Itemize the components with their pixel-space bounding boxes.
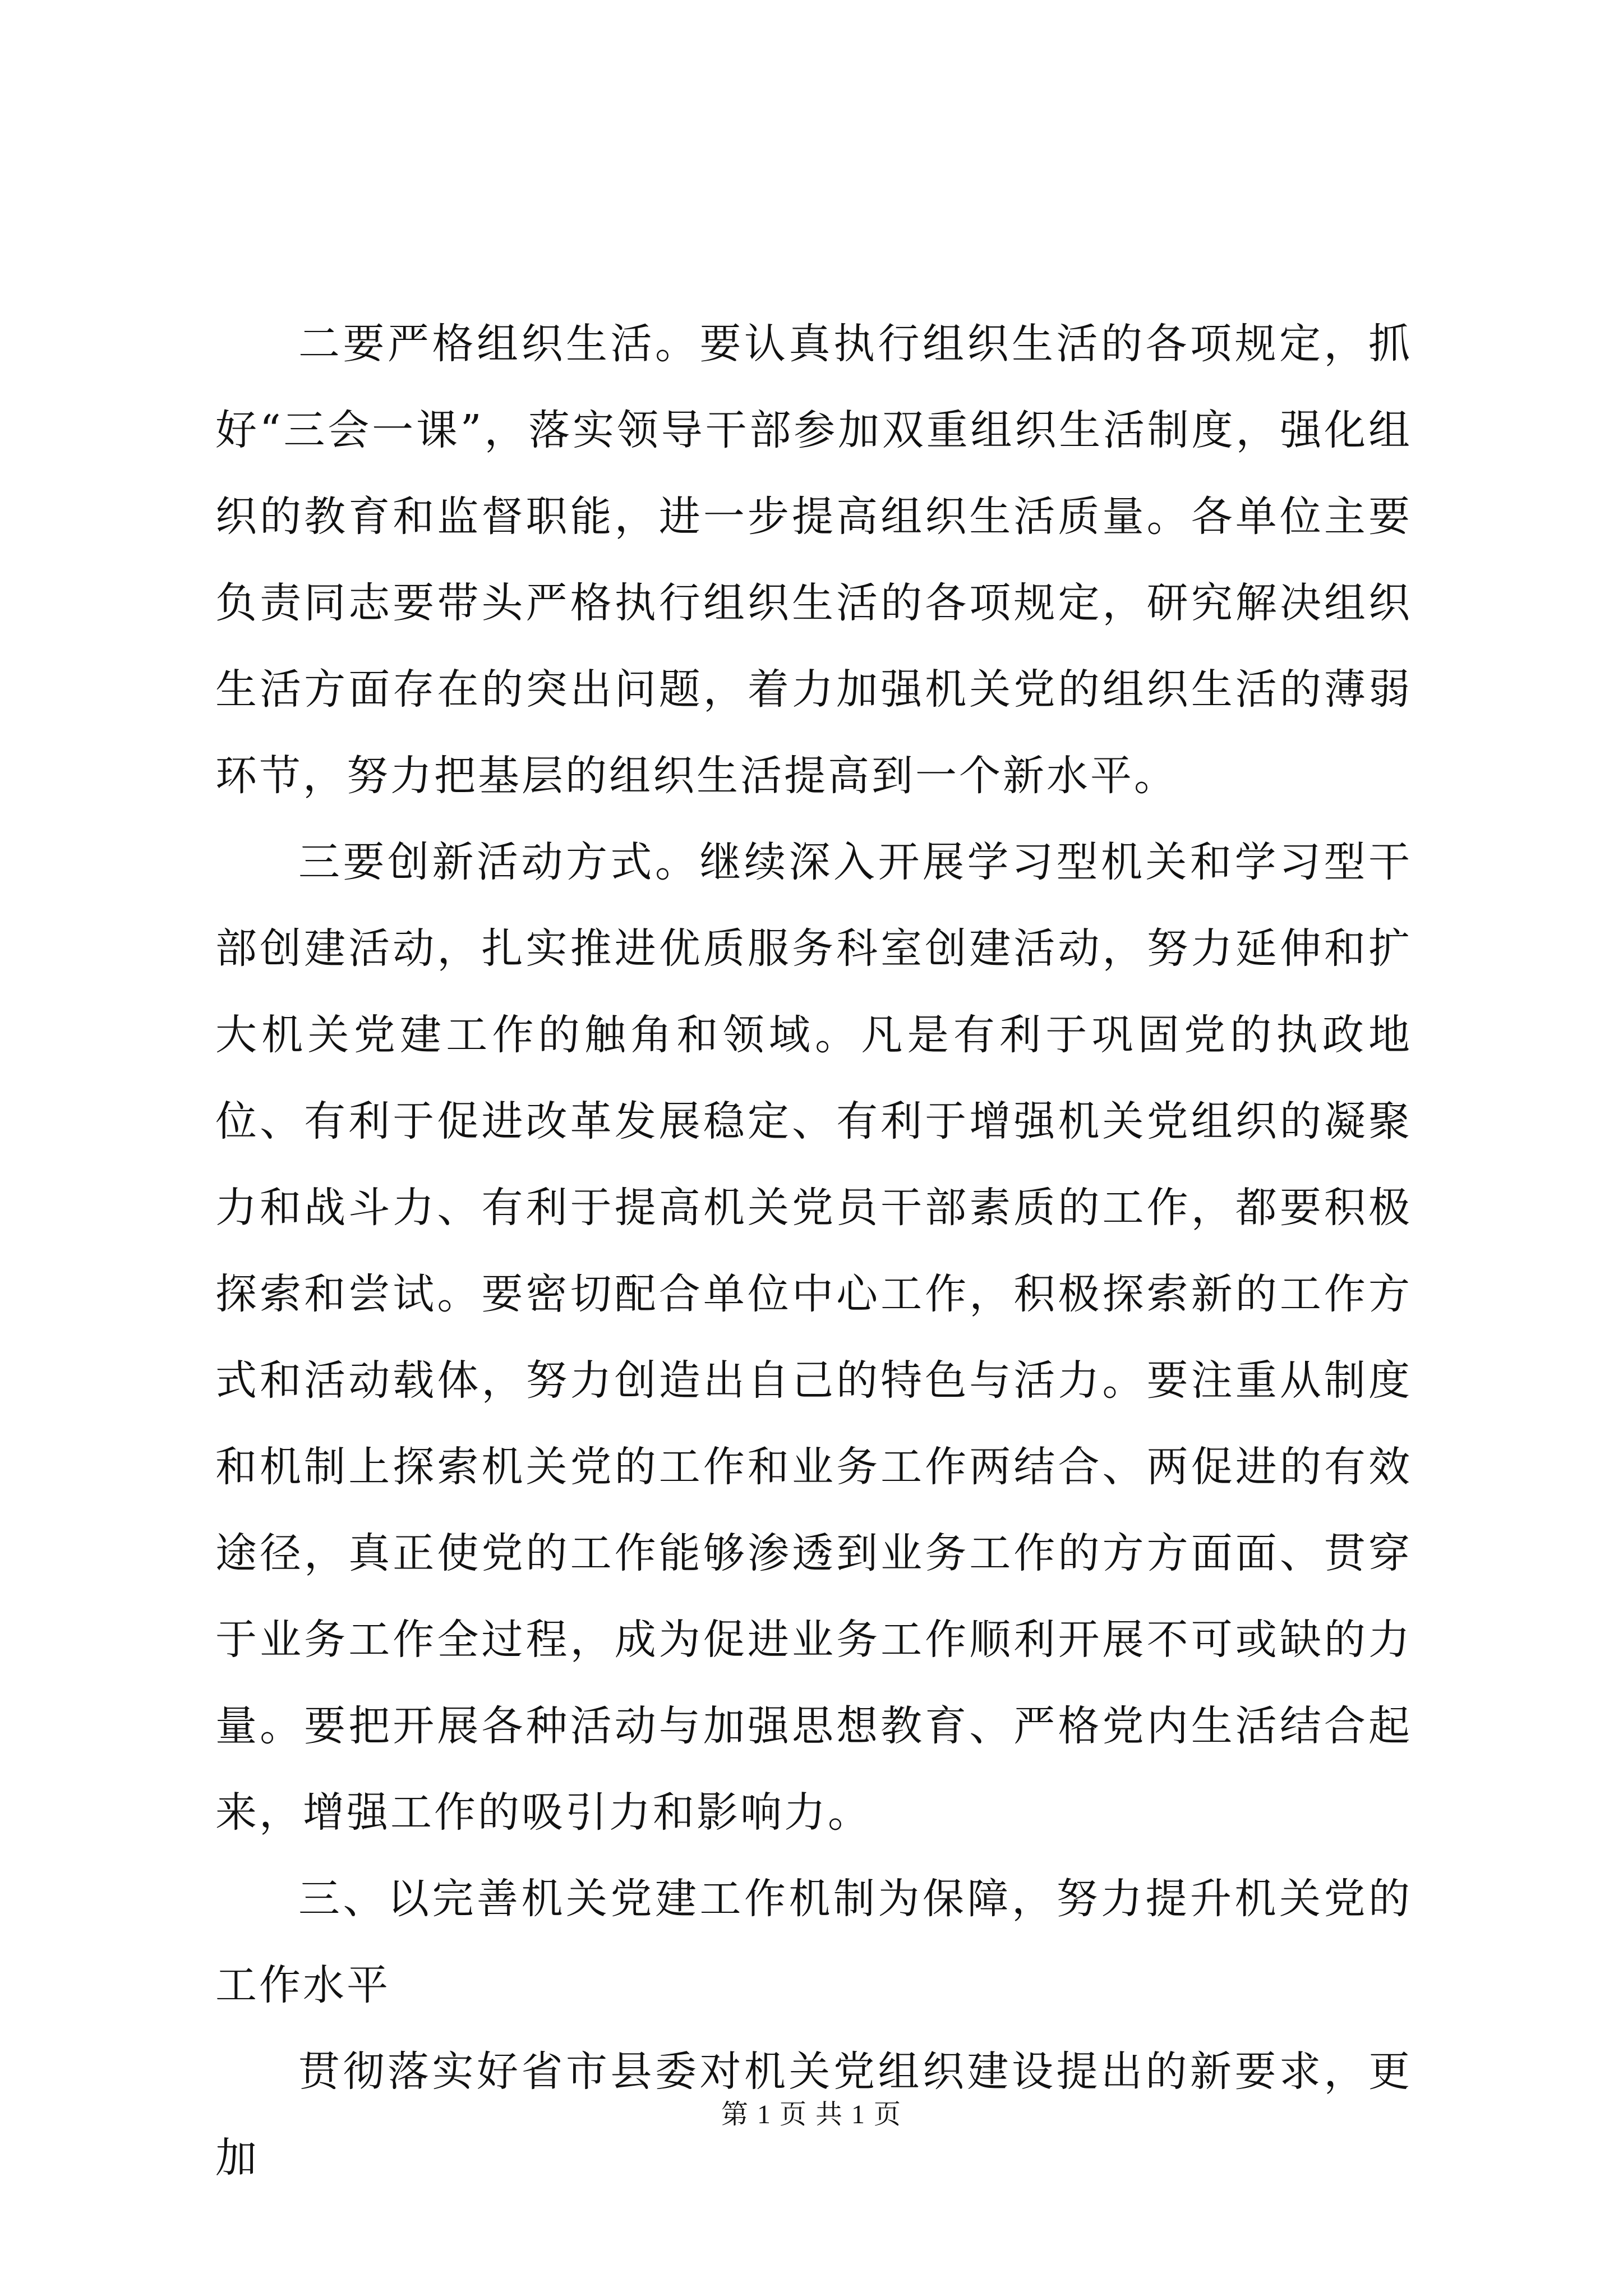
paragraph-innovate-activities: 三要创新活动方式。继续深入开展学习型机关和学习型干部创建活动，扎实推进优质服务科室创建活动，努力延伸和扩大机关党建工作的触角和领域。凡是有利于巩固党的执政地位、有利于促进改革发展稳定、有利于增强机关党组织的凝聚力和战斗力、有利于提高机关党员干部素质的工作，都要积极探索和尝试。要密切配合单位中心工作，积极探索新的工作方式和活动载体，努力创造出自己的特色与活力。要注重从制度和机制上探索机关党的工作和业务工作两结合、两促进的有效途径，真正使党的工作能够渗透到业务工作的方方面面、贯穿于业务工作全过程，成为促进业务工作顺利开展不可或缺的力量。要把开展各种活动与加强思想教育、严格党内生活结合起来，增强工作的吸引力和影响力。 bbox=[215, 838, 1412, 1837]
paragraph-organization-life: 二要严格组织生活。要认真执行组织生活的各项规定，抓好“三会一课”，落实领导干部参加双重组织生活制度，强化组织的教育和监督职能，进一步提高组织生活质量。各单位主要负责同志要带头严格执行组织生活的各项规定，研究解决组织生活方面存在的突出问题，着力加强机关党的组织生活的薄弱环节，努力把基层的组织生活提高到一个新水平。 bbox=[215, 320, 1412, 800]
page-number-footer: 第 1 页 共 1 页 bbox=[721, 2100, 902, 2129]
document-body bbox=[215, 301, 1412, 2201]
paragraph-implementation: 贯彻落实好省市县委对机关党组织建设提出的新要求，更加 bbox=[215, 2047, 1412, 2182]
section-heading-three: 三、以完善机关党建工作机制为保障，努力提升机关党的工作水平 bbox=[215, 1875, 1412, 2009]
